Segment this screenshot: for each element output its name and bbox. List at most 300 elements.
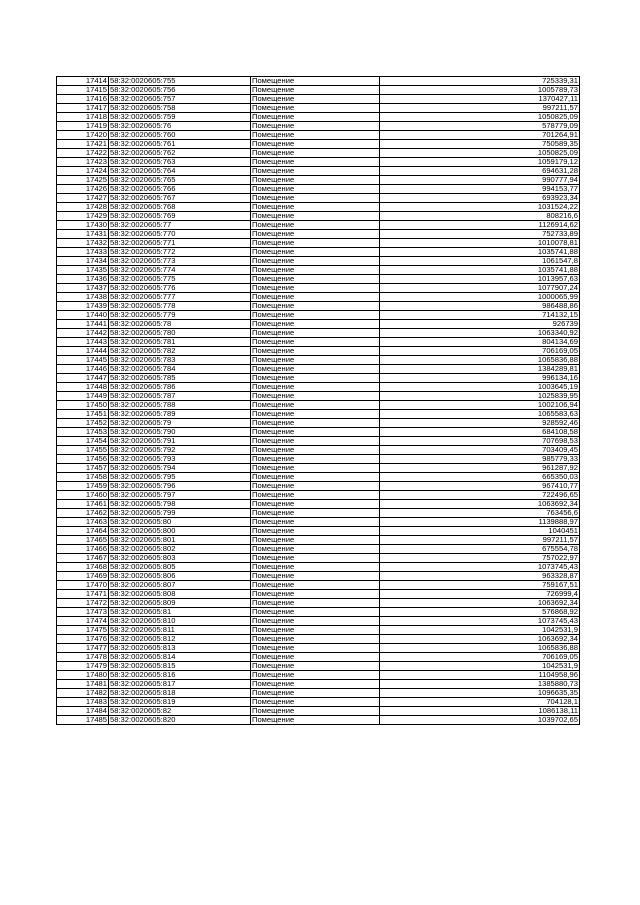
table-row	[57, 392, 580, 401]
cadastral-value-cell: 1096635,35	[380, 689, 580, 698]
cadastral-number-cell: 58:32:0020605:773	[109, 257, 251, 266]
row-number-cell: 17436	[57, 275, 109, 284]
row-number-cell: 17449	[57, 392, 109, 401]
table-row	[57, 275, 580, 284]
cadastral-number-cell: 58:32:0020605:820	[109, 716, 251, 725]
cadastral-number-cell: 58:32:0020605:758	[109, 104, 251, 113]
cadastral-number-cell: 58:32:0020605:765	[109, 176, 251, 185]
table-row	[57, 221, 580, 230]
row-number-cell: 17452	[57, 419, 109, 428]
row-number-cell: 17445	[57, 356, 109, 365]
table-row	[57, 590, 580, 599]
cadastral-value-cell: 675554,78	[380, 545, 580, 554]
cadastral-value-cell: 1077907,24	[380, 284, 580, 293]
cadastral-number-cell: 58:32:0020605:805	[109, 563, 251, 572]
table-row	[57, 464, 580, 473]
table-row	[57, 455, 580, 464]
row-number-cell: 17438	[57, 293, 109, 302]
cadastral-value-cell: 1005789,73	[380, 86, 580, 95]
row-number-cell: 17443	[57, 338, 109, 347]
cadastral-value-cell: 757022,97	[380, 554, 580, 563]
object-type-cell: Помещение	[251, 356, 380, 365]
cadastral-value-cell: 684108,58	[380, 428, 580, 437]
cadastral-number-cell: 58:32:0020605:808	[109, 590, 251, 599]
object-type-cell: Помещение	[251, 446, 380, 455]
object-type-cell: Помещение	[251, 131, 380, 140]
object-type-cell: Помещение	[251, 176, 380, 185]
object-type-cell: Помещение	[251, 464, 380, 473]
cadastral-number-cell: 58:32:0020605:81	[109, 608, 251, 617]
cadastral-number-cell: 58:32:0020605:819	[109, 698, 251, 707]
table-row	[57, 194, 580, 203]
cadastral-value-cell: 1025839,95	[380, 392, 580, 401]
cadastral-number-cell: 58:32:0020605:817	[109, 680, 251, 689]
row-number-cell: 17421	[57, 140, 109, 149]
cadastral-value-cell: 1073745,43	[380, 617, 580, 626]
cadastral-value-cell: 706169,05	[380, 347, 580, 356]
cadastral-number-cell: 58:32:0020605:818	[109, 689, 251, 698]
object-type-cell: Помещение	[251, 716, 380, 725]
cadastral-value-cell: 1039702,65	[380, 716, 580, 725]
row-number-cell: 17431	[57, 230, 109, 239]
row-number-cell: 17424	[57, 167, 109, 176]
cadastral-number-cell: 58:32:0020605:767	[109, 194, 251, 203]
row-number-cell: 17468	[57, 563, 109, 572]
table-row	[57, 608, 580, 617]
table-row	[57, 509, 580, 518]
table-row	[57, 482, 580, 491]
table-row	[57, 401, 580, 410]
table-row	[57, 653, 580, 662]
table-row	[57, 347, 580, 356]
table-row	[57, 626, 580, 635]
table-row	[57, 698, 580, 707]
table-row	[57, 239, 580, 248]
cadastral-value-cell: 1000065,99	[380, 293, 580, 302]
object-type-cell: Помещение	[251, 248, 380, 257]
row-number-cell: 17447	[57, 374, 109, 383]
row-number-cell: 17482	[57, 689, 109, 698]
table-row	[57, 644, 580, 653]
row-number-cell: 17430	[57, 221, 109, 230]
row-number-cell: 17419	[57, 122, 109, 131]
row-number-cell: 17475	[57, 626, 109, 635]
row-number-cell: 17432	[57, 239, 109, 248]
cadastral-number-cell: 58:32:0020605:792	[109, 446, 251, 455]
cadastral-value-cell: 985779,33	[380, 455, 580, 464]
cadastral-value-cell: 1065836,88	[380, 356, 580, 365]
cadastral-value-cell: 726999,4	[380, 590, 580, 599]
table-row	[57, 635, 580, 644]
cadastral-value-cell: 1063692,34	[380, 635, 580, 644]
object-type-cell: Помещение	[251, 293, 380, 302]
object-type-cell: Помещение	[251, 536, 380, 545]
cadastral-number-cell: 58:32:0020605:803	[109, 554, 251, 563]
object-type-cell: Помещение	[251, 122, 380, 131]
object-type-cell: Помещение	[251, 95, 380, 104]
cadastral-value-cell: 963328,87	[380, 572, 580, 581]
cadastral-value-cell: 1384289,81	[380, 365, 580, 374]
table-row	[57, 563, 580, 572]
object-type-cell: Помещение	[251, 608, 380, 617]
row-number-cell: 17417	[57, 104, 109, 113]
object-type-cell: Помещение	[251, 653, 380, 662]
object-type-cell: Помещение	[251, 644, 380, 653]
cadastral-value-cell: 990777,94	[380, 176, 580, 185]
row-number-cell: 17435	[57, 266, 109, 275]
row-number-cell: 17465	[57, 536, 109, 545]
table-row	[57, 293, 580, 302]
table-row	[57, 338, 580, 347]
row-number-cell: 17457	[57, 464, 109, 473]
row-number-cell: 17423	[57, 158, 109, 167]
table-row	[57, 248, 580, 257]
row-number-cell: 17467	[57, 554, 109, 563]
cadastral-number-cell: 58:32:0020605:76	[109, 122, 251, 131]
row-number-cell: 17470	[57, 581, 109, 590]
cadastral-value-cell: 1035741,88	[380, 266, 580, 275]
row-number-cell: 17474	[57, 617, 109, 626]
cadastral-number-cell: 58:32:0020605:772	[109, 248, 251, 257]
object-type-cell: Помещение	[251, 428, 380, 437]
cadastral-value-cell: 750589,35	[380, 140, 580, 149]
cadastral-value-cell: 1050825,09	[380, 149, 580, 158]
cadastral-number-cell: 58:32:0020605:799	[109, 509, 251, 518]
cadastral-value-cell: 704128,1	[380, 698, 580, 707]
object-type-cell: Помещение	[251, 158, 380, 167]
cadastral-number-cell: 58:32:0020605:791	[109, 437, 251, 446]
object-type-cell: Помещение	[251, 185, 380, 194]
cadastral-number-cell: 58:32:0020605:790	[109, 428, 251, 437]
object-type-cell: Помещение	[251, 545, 380, 554]
object-type-cell: Помещение	[251, 113, 380, 122]
cadastral-value-cell: 1370427,11	[380, 95, 580, 104]
cadastral-number-cell: 58:32:0020605:813	[109, 644, 251, 653]
object-type-cell: Помещение	[251, 194, 380, 203]
cadastral-value-cell: 996134,16	[380, 374, 580, 383]
object-type-cell: Помещение	[251, 212, 380, 221]
object-type-cell: Помещение	[251, 563, 380, 572]
object-type-cell: Помещение	[251, 347, 380, 356]
cadastral-number-cell: 58:32:0020605:783	[109, 356, 251, 365]
object-type-cell: Помещение	[251, 491, 380, 500]
table-row	[57, 77, 580, 86]
cadastral-value-cell: 701264,91	[380, 131, 580, 140]
row-number-cell: 17420	[57, 131, 109, 140]
table-row	[57, 266, 580, 275]
cadastral-value-cell: 1061547,8	[380, 257, 580, 266]
object-type-cell: Помещение	[251, 599, 380, 608]
cadastral-value-cell: 707698,53	[380, 437, 580, 446]
object-type-cell: Помещение	[251, 320, 380, 329]
table-row	[57, 599, 580, 608]
table-row	[57, 446, 580, 455]
row-number-cell: 17462	[57, 509, 109, 518]
cadastral-number-cell: 58:32:0020605:816	[109, 671, 251, 680]
object-type-cell: Помещение	[251, 437, 380, 446]
cadastral-value-cell: 1126914,62	[380, 221, 580, 230]
cadastral-value-cell: 1063692,34	[380, 599, 580, 608]
row-number-cell: 17461	[57, 500, 109, 509]
object-type-cell: Помещение	[251, 554, 380, 563]
table-row	[57, 518, 580, 527]
cadastral-number-cell: 58:32:0020605:768	[109, 203, 251, 212]
object-type-cell: Помещение	[251, 410, 380, 419]
cadastral-value-table	[56, 76, 580, 725]
object-type-cell: Помещение	[251, 509, 380, 518]
cadastral-value-cell: 997211,57	[380, 536, 580, 545]
row-number-cell: 17455	[57, 446, 109, 455]
table-row	[57, 545, 580, 554]
row-number-cell: 17422	[57, 149, 109, 158]
table-row	[57, 419, 580, 428]
row-number-cell: 17464	[57, 527, 109, 536]
row-number-cell: 17451	[57, 410, 109, 419]
cadastral-number-cell: 58:32:0020605:784	[109, 365, 251, 374]
cadastral-number-cell: 58:32:0020605:755	[109, 77, 251, 86]
table-row	[57, 95, 580, 104]
cadastral-value-cell: 1035741,88	[380, 248, 580, 257]
object-type-cell: Помещение	[251, 311, 380, 320]
row-number-cell: 17484	[57, 707, 109, 716]
object-type-cell: Помещение	[251, 203, 380, 212]
table-row	[57, 113, 580, 122]
table-row	[57, 131, 580, 140]
object-type-cell: Помещение	[251, 455, 380, 464]
cadastral-number-cell: 58:32:0020605:757	[109, 95, 251, 104]
cadastral-number-cell: 58:32:0020605:764	[109, 167, 251, 176]
object-type-cell: Помещение	[251, 140, 380, 149]
cadastral-value-cell: 1040451	[380, 527, 580, 536]
object-type-cell: Помещение	[251, 707, 380, 716]
table-row	[57, 284, 580, 293]
cadastral-value-cell: 1013957,63	[380, 275, 580, 284]
table-row	[57, 185, 580, 194]
cadastral-value-cell: 1385880,73	[380, 680, 580, 689]
object-type-cell: Помещение	[251, 221, 380, 230]
row-number-cell: 17454	[57, 437, 109, 446]
object-type-cell: Помещение	[251, 401, 380, 410]
row-number-cell: 17439	[57, 302, 109, 311]
object-type-cell: Помещение	[251, 338, 380, 347]
table-row	[57, 140, 580, 149]
cadastral-number-cell: 58:32:0020605:776	[109, 284, 251, 293]
row-number-cell: 17437	[57, 284, 109, 293]
cadastral-value-cell: 1139888,97	[380, 518, 580, 527]
row-number-cell: 17425	[57, 176, 109, 185]
cadastral-value-cell: 706169,05	[380, 653, 580, 662]
object-type-cell: Помещение	[251, 392, 380, 401]
row-number-cell: 17480	[57, 671, 109, 680]
cadastral-value-cell: 694631,28	[380, 167, 580, 176]
cadastral-number-cell: 58:32:0020605:769	[109, 212, 251, 221]
table-row	[57, 491, 580, 500]
cadastral-number-cell: 58:32:0020605:79	[109, 419, 251, 428]
cadastral-number-cell: 58:32:0020605:815	[109, 662, 251, 671]
table-row	[57, 167, 580, 176]
cadastral-number-cell: 58:32:0020605:814	[109, 653, 251, 662]
table-row	[57, 527, 580, 536]
cadastral-value-cell: 1050825,09	[380, 113, 580, 122]
row-number-cell: 17459	[57, 482, 109, 491]
row-number-cell: 17469	[57, 572, 109, 581]
cadastral-number-cell: 58:32:0020605:811	[109, 626, 251, 635]
cadastral-number-cell: 58:32:0020605:78	[109, 320, 251, 329]
object-type-cell: Помещение	[251, 635, 380, 644]
table-row	[57, 158, 580, 167]
object-type-cell: Помещение	[251, 275, 380, 284]
row-number-cell: 17416	[57, 95, 109, 104]
cadastral-number-cell: 58:32:0020605:774	[109, 266, 251, 275]
cadastral-number-cell: 58:32:0020605:770	[109, 230, 251, 239]
row-number-cell: 17456	[57, 455, 109, 464]
cadastral-value-cell: 961287,92	[380, 464, 580, 473]
cadastral-value-cell: 759167,51	[380, 581, 580, 590]
table-row	[57, 680, 580, 689]
cadastral-number-cell: 58:32:0020605:77	[109, 221, 251, 230]
cadastral-number-cell: 58:32:0020605:789	[109, 410, 251, 419]
table-row	[57, 149, 580, 158]
row-number-cell: 17448	[57, 383, 109, 392]
object-type-cell: Помещение	[251, 626, 380, 635]
cadastral-number-cell: 58:32:0020605:779	[109, 311, 251, 320]
cadastral-number-cell: 58:32:0020605:761	[109, 140, 251, 149]
cadastral-number-cell: 58:32:0020605:775	[109, 275, 251, 284]
row-number-cell: 17414	[57, 77, 109, 86]
object-type-cell: Помещение	[251, 149, 380, 158]
object-type-cell: Помещение	[251, 230, 380, 239]
object-type-cell: Помещение	[251, 419, 380, 428]
table-row	[57, 203, 580, 212]
cadastral-value-cell: 1042531,9	[380, 626, 580, 635]
cadastral-number-cell: 58:32:0020605:812	[109, 635, 251, 644]
object-type-cell: Помещение	[251, 527, 380, 536]
table-row	[57, 410, 580, 419]
object-type-cell: Помещение	[251, 572, 380, 581]
object-type-cell: Помещение	[251, 284, 380, 293]
cadastral-number-cell: 58:32:0020605:787	[109, 392, 251, 401]
table-row	[57, 356, 580, 365]
row-number-cell: 17466	[57, 545, 109, 554]
cadastral-number-cell: 58:32:0020605:797	[109, 491, 251, 500]
table-row	[57, 671, 580, 680]
cadastral-number-cell: 58:32:0020605:795	[109, 473, 251, 482]
row-number-cell: 17481	[57, 680, 109, 689]
object-type-cell: Помещение	[251, 302, 380, 311]
cadastral-value-cell: 926739	[380, 320, 580, 329]
object-type-cell: Помещение	[251, 365, 380, 374]
row-number-cell: 17429	[57, 212, 109, 221]
table-row	[57, 707, 580, 716]
cadastral-number-cell: 58:32:0020605:782	[109, 347, 251, 356]
object-type-cell: Помещение	[251, 671, 380, 680]
table-row	[57, 689, 580, 698]
table-row	[57, 617, 580, 626]
cadastral-value-cell: 1065836,88	[380, 644, 580, 653]
cadastral-number-cell: 58:32:0020605:778	[109, 302, 251, 311]
table-row	[57, 212, 580, 221]
table-row	[57, 374, 580, 383]
row-number-cell: 17463	[57, 518, 109, 527]
table-row	[57, 104, 580, 113]
cadastral-value-cell: 1104958,96	[380, 671, 580, 680]
cadastral-number-cell: 58:32:0020605:801	[109, 536, 251, 545]
cadastral-number-cell: 58:32:0020605:793	[109, 455, 251, 464]
row-number-cell: 17460	[57, 491, 109, 500]
row-number-cell: 17473	[57, 608, 109, 617]
table-row	[57, 122, 580, 131]
cadastral-value-cell: 808216,6	[380, 212, 580, 221]
cadastral-value-cell: 1010078,81	[380, 239, 580, 248]
cadastral-number-cell: 58:32:0020605:802	[109, 545, 251, 554]
cadastral-value-cell: 967410,77	[380, 482, 580, 491]
cadastral-value-cell: 1063340,92	[380, 329, 580, 338]
row-number-cell: 17442	[57, 329, 109, 338]
cadastral-number-cell: 58:32:0020605:807	[109, 581, 251, 590]
row-number-cell: 17478	[57, 653, 109, 662]
object-type-cell: Помещение	[251, 329, 380, 338]
object-type-cell: Помещение	[251, 581, 380, 590]
table-row	[57, 176, 580, 185]
cadastral-number-cell: 58:32:0020605:785	[109, 374, 251, 383]
table-row	[57, 302, 580, 311]
table-row	[57, 572, 580, 581]
cadastral-number-cell: 58:32:0020605:82	[109, 707, 251, 716]
cadastral-value-cell: 986488,86	[380, 302, 580, 311]
object-type-cell: Помещение	[251, 374, 380, 383]
row-number-cell: 17471	[57, 590, 109, 599]
cadastral-number-cell: 58:32:0020605:756	[109, 86, 251, 95]
cadastral-value-cell: 804134,69	[380, 338, 580, 347]
cadastral-value-cell: 722496,65	[380, 491, 580, 500]
cadastral-value-cell: 1059179,12	[380, 158, 580, 167]
cadastral-number-cell: 58:32:0020605:781	[109, 338, 251, 347]
object-type-cell: Помещение	[251, 383, 380, 392]
cadastral-value-cell: 997211,57	[380, 104, 580, 113]
cadastral-value-cell: 1086138,11	[380, 707, 580, 716]
table-row	[57, 536, 580, 545]
table-row	[57, 716, 580, 725]
object-type-cell: Помещение	[251, 104, 380, 113]
row-number-cell: 17485	[57, 716, 109, 725]
cadastral-number-cell: 58:32:0020605:780	[109, 329, 251, 338]
cadastral-number-cell: 58:32:0020605:810	[109, 617, 251, 626]
cadastral-number-cell: 58:32:0020605:806	[109, 572, 251, 581]
cadastral-number-cell: 58:32:0020605:760	[109, 131, 251, 140]
table-row	[57, 329, 580, 338]
row-number-cell: 17433	[57, 248, 109, 257]
row-number-cell: 17476	[57, 635, 109, 644]
cadastral-number-cell: 58:32:0020605:759	[109, 113, 251, 122]
object-type-cell: Помещение	[251, 86, 380, 95]
row-number-cell: 17434	[57, 257, 109, 266]
table-row	[57, 365, 580, 374]
row-number-cell: 17446	[57, 365, 109, 374]
cadastral-number-cell: 58:32:0020605:771	[109, 239, 251, 248]
cadastral-value-cell: 725339,31	[380, 77, 580, 86]
cadastral-value-cell: 1065583,63	[380, 410, 580, 419]
object-type-cell: Помещение	[251, 689, 380, 698]
cadastral-value-cell: 763456,6	[380, 509, 580, 518]
cadastral-value-cell: 1073745,43	[380, 563, 580, 572]
object-type-cell: Помещение	[251, 167, 380, 176]
table-row	[57, 311, 580, 320]
cadastral-value-cell: 714132,15	[380, 311, 580, 320]
object-type-cell: Помещение	[251, 698, 380, 707]
object-type-cell: Помещение	[251, 662, 380, 671]
cadastral-value-cell: 928592,46	[380, 419, 580, 428]
object-type-cell: Помещение	[251, 680, 380, 689]
